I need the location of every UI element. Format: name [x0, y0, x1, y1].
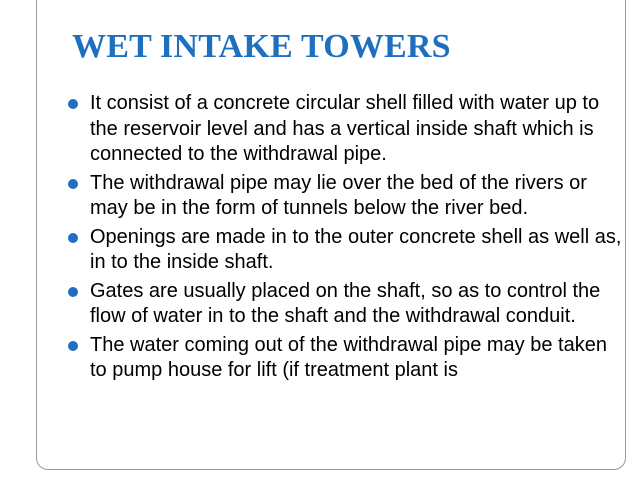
bullet-dot-icon	[68, 233, 78, 243]
list-item	[66, 171, 626, 222]
bullet-text: The withdrawal pipe may lie over the bed of the rivers or may be in the form of tunnels below the river bed.	[90, 171, 587, 219]
list-item	[66, 333, 626, 384]
bullet-text: Openings are made in to the outer concrete shell as well as, in to the inside shaft.	[90, 225, 622, 273]
list-item	[66, 279, 626, 330]
list-item	[66, 225, 626, 276]
bullet-dot-icon	[68, 99, 78, 109]
bullet-dot-icon	[68, 287, 78, 297]
bullet-text: It consist of a concrete circular shell filled with water up to the reservoir level and has a vertical inside shaft which is connected to the withdrawal pipe.	[90, 92, 600, 165]
list-item	[66, 91, 626, 168]
bullet-list	[66, 91, 626, 387]
bullet-text: Gates are usually placed on the shaft, so as to control the flow of water in to the shaft and the withdrawal conduit.	[90, 279, 601, 327]
page-title: WET INTAKE TOWERS	[72, 28, 451, 65]
bullet-dot-icon	[68, 179, 78, 189]
bullet-dot-icon	[68, 341, 78, 351]
bullet-text: The water coming out of the withdrawal pipe may be taken to pump house for lift (if treatment plant is	[90, 333, 607, 381]
